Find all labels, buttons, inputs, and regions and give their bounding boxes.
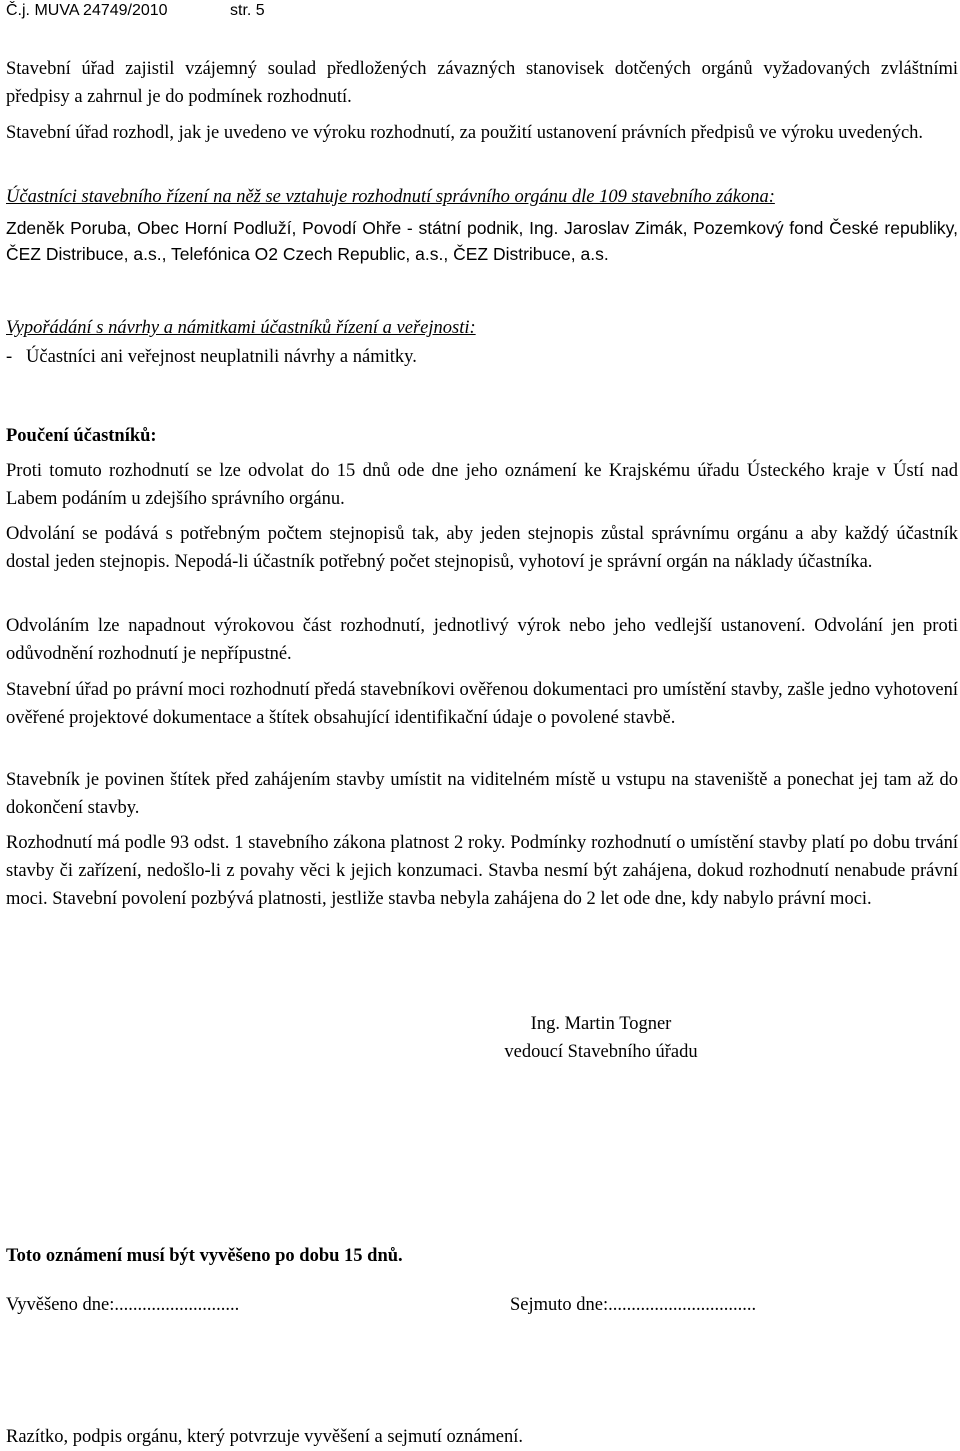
signatory-title: vedoucí Stavebního úřadu (504, 1042, 698, 1062)
instruction-appeal-copies: Odvolání se podává s potřebným počtem stejnopisů tak, aby jeden stejnopis zůstal správnímu orgánu a aby každý účastník dostal jeden stejnopis. Nepodá-li účastník potřebný počet stejnopisů, vyhotoví je správní orgán na náklady účastníka. (6, 524, 958, 572)
instruction-heading: Poučení účastníků: (6, 426, 157, 446)
signatory-name: Ing. Martin Togner (530, 1014, 672, 1034)
paragraph-consistency: Stavební úřad zajistil vzájemný soulad předložených závazných stanovisek dotčených orgánů vyžadovaných zvláštními předpisy a zahrnul je do podmínek rozhodnutí. (6, 59, 958, 107)
stamp-signature-note: Razítko, podpis orgánu, který potvrzuje vyvěšení a sejmutí oznámení. (6, 1427, 524, 1447)
instruction-appeal-scope: Odvoláním lze napadnout výrokovou část rozhodnutí, jednotlivý výrok nebo jeho vedlejší ustanovení. Odvolání jen proti odůvodnění rozhodnutí je nepřípustné. (6, 616, 958, 664)
reference-number: Č.j. MUVA 24749/2010 (6, 2, 168, 19)
posting-notice: Toto oznámení musí být vyvěšeno po dobu 15 dnů. (6, 1246, 403, 1266)
instruction-label: Stavebník je povinen štítek před zahájením stavby umístit na viditelném místě u vstupu na staveniště a ponechat jej tam až do dokončení stavby. (6, 770, 958, 818)
objections-heading: Vypořádání s návrhy a námitkami účastníků řízení a veřejnosti: (6, 318, 476, 338)
removed-date-field: Sejmuto dne:................................ (510, 1295, 757, 1315)
page-header (6, 2, 265, 20)
paragraph-decision-basis: Stavební úřad rozhodl, jak je uvedeno ve výroku rozhodnutí, za použití ustanovení právních předpisů ve výroku uvedených. (6, 123, 924, 143)
page-number: str. 5 (230, 2, 265, 19)
participants-list (6, 215, 958, 267)
instruction-appeal-period: Proti tomuto rozhodnutí se lze odvolat do 15 dnů ode dne jeho oznámení ke Krajskému úřadu Ústeckého kraje v Ústí nad Labem podáním u zdejšího správního orgánu. (6, 461, 958, 509)
participants-list-part1: Zdeněk Poruba, Obec Horní Podluží, Povodí Ohře - státní podnik, Ing. (6, 218, 559, 238)
participants-heading: Účastníci stavebního řízení na něž se vztahuje rozhodnutí správního orgánu dle 109 stavebního zákona: (6, 187, 775, 207)
participants-list-part2: Jaroslav Zimák, Pozemkový fond České republiky, ČEZ Distribuce, a.s., Telefónica O2 Czech Republic, a.s., ČEZ Distribuce, a.s. (6, 218, 958, 264)
instruction-validity: Rozhodnutí má podle 93 odst. 1 stavebního zákona platnost 2 roky. Podmínky rozhodnutí o umístění stavby platí po dobu trvání stavby či zařízení, nedošlo-li z povahy věci k jejich konzumaci. Stavba nesmí být zahájena, dokud rozhodnutí nenabude právní moci. Stavební povolení pozbývá platnosti, jestliže stavba nebyla zahájena do 2 let ode dne, kdy nabylo právní moci. (6, 833, 958, 909)
posted-date-field: Vyvěšeno dne:........................... (6, 1295, 240, 1315)
instruction-documentation: Stavební úřad po právní moci rozhodnutí předá stavebníkovi ověřenou dokumentaci pro umístění stavby, zašle jedno vyhotovení ověřené projektové dokumentace a štítek obsahující identifikační údaje o povolené stavbě. (6, 680, 958, 728)
objections-item: - Účastníci ani veřejnost neuplatnili návrhy a námitky. (6, 347, 417, 367)
signature-block (476, 1010, 726, 1066)
